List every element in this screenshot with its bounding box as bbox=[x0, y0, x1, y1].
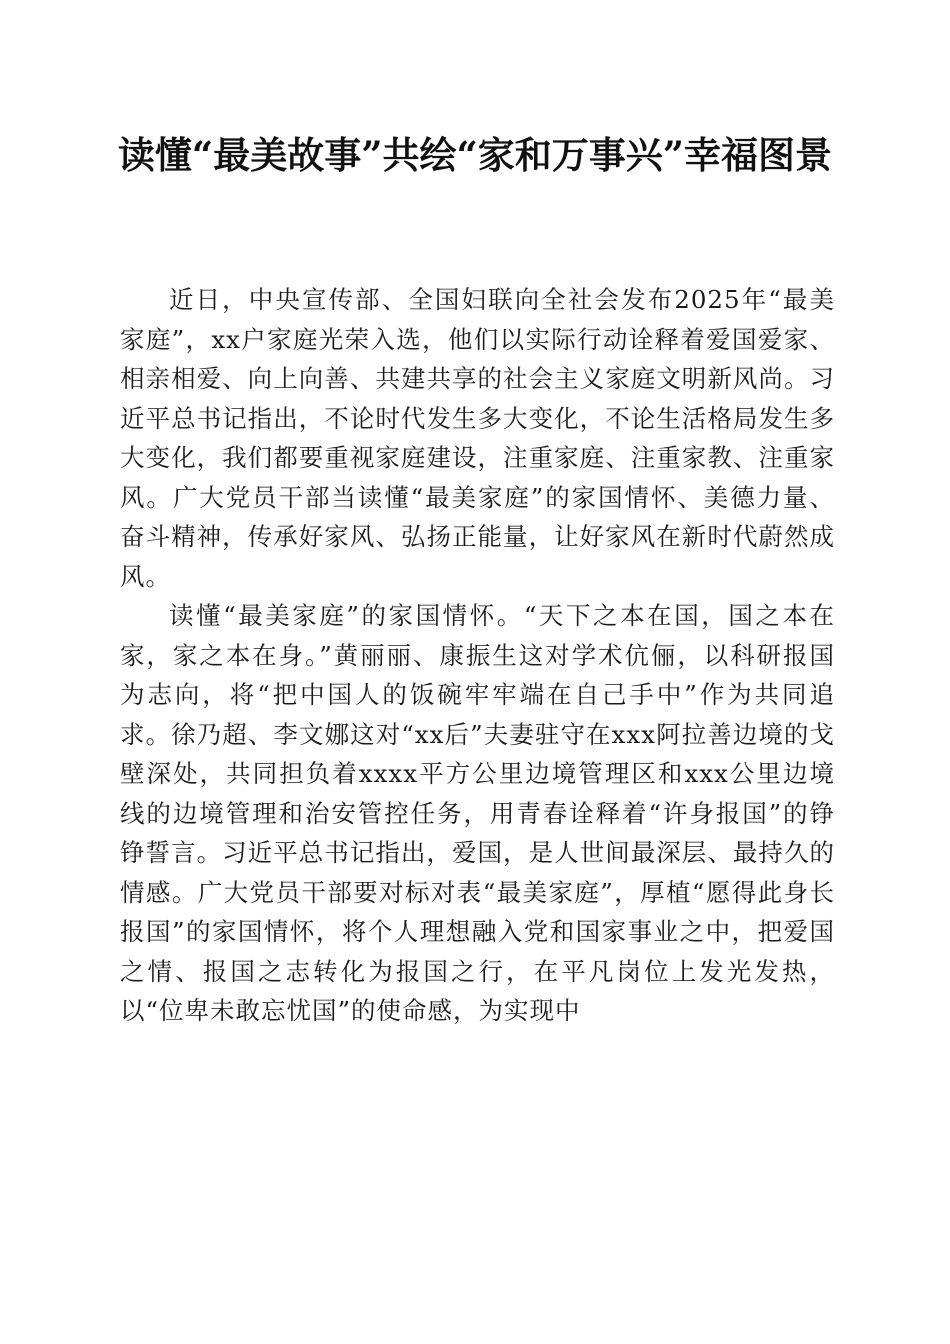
document-body bbox=[120, 280, 835, 1031]
paragraph: 近日，中央宣传部、全国妇联向全社会发布2025年“最美家庭”，xx户家庭光荣入选，他们以实际行动诠释着爱国爱家、相亲相爱、向上向善、共建共享的社会主义家庭文明新风尚。习近平总书记指出，不论时代发生多大变化，不论生活格局发生多大变化，我们都要重视家庭建设，注重家庭、注重家教、注重家风。广大党员干部当读懂“最美家庭”的家国情怀、美德力量、奋斗精神，传承好家风、弘扬正能量，让好家风在新时代蔚然成风。 bbox=[120, 285, 835, 591]
paragraph: 读懂“最美家庭”的家国情怀。“天下之本在国，国之本在家，家之本在身。”黄丽丽、康振生这对学术伉俪，以科研报国为志向，将“把中国人的饭碗牢牢端在自己手中”作为共同追求。徐乃超、李文娜这对“xx后”夫妻驻守在xxx阿拉善边境的戈壁深处，共同担负着xxxx平方公里边境管理区和xxx公里边境线的边境管理和治安管控任务，用青春诠释着“许身报国”的铮铮誓言。习近平总书记指出，爱国，是人世间最深层、最持久的情感。广大党员干部要对标对表“最美家庭”，厚植“愿得此身长报国”的家国情怀，将个人理想融入党和国家事业之中，把爱国之情、报国之志转化为报国之行，在平凡岗位上发光发热，以“位卑未敢忘忧国”的使命感，为实现中 bbox=[120, 601, 835, 1025]
document-title: 读懂“最美故事”共绘“家和万事兴”幸福图景 bbox=[117, 133, 833, 177]
